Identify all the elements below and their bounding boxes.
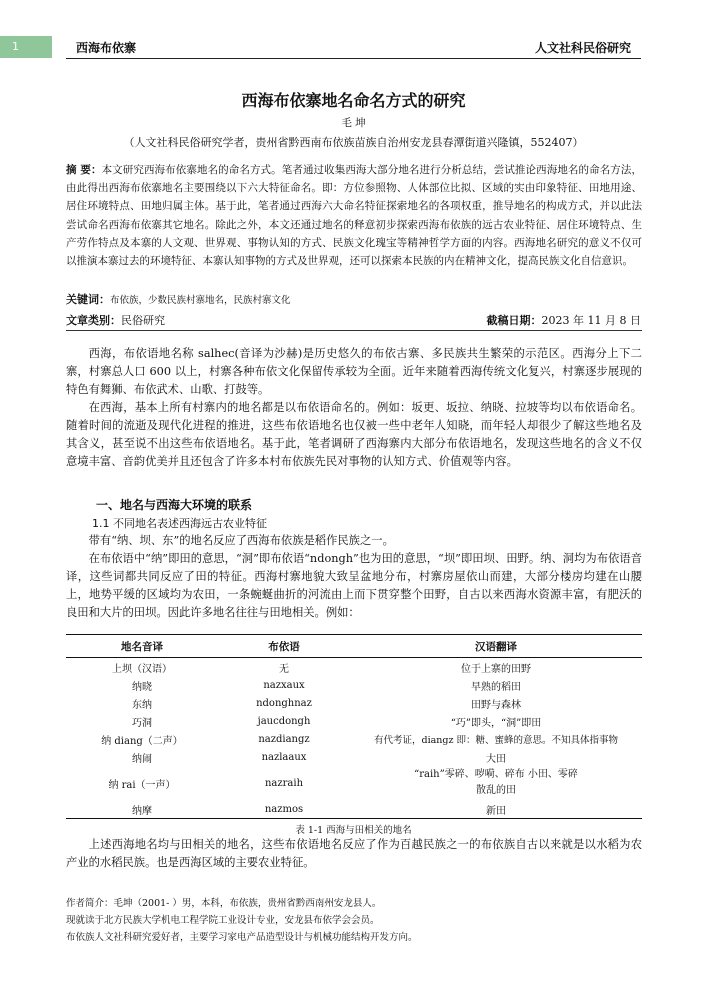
table-cell: “巧”即头，“洞”即田 bbox=[450, 717, 542, 729]
table-cell: 早熟的稻田 bbox=[471, 681, 521, 693]
table-cell: 上坝（汉语） bbox=[112, 663, 172, 675]
table-row bbox=[66, 766, 642, 800]
table-cell: 无 bbox=[279, 663, 289, 675]
table-cell: nazdiangz bbox=[258, 733, 310, 745]
abstract-label: 摘 要： bbox=[66, 164, 102, 176]
body-paragraph: 上述西海地名均与田相关的地名，这些布依语地名反应了作为百越民族之一的布依族自古以来就是以水稻为农产业的水稻民族。也是西海区域的主要农业特征。 bbox=[66, 838, 642, 869]
keywords-text: 布依族，少数民族村寨地名，民族村寨文化 bbox=[110, 295, 291, 306]
table-row bbox=[66, 676, 642, 694]
header-left: 西海布依寨 bbox=[76, 41, 137, 55]
table-cell: 东纳 bbox=[132, 699, 152, 711]
table-cell: 纳晓 bbox=[132, 681, 152, 693]
table-cell: nazmos bbox=[218, 800, 350, 819]
section-heading: 一、地名与西海大环境的联系 bbox=[96, 498, 253, 512]
table-row bbox=[66, 712, 642, 730]
column-header: 汉语翻译 bbox=[350, 635, 642, 658]
section-body bbox=[66, 532, 642, 622]
abstract-text: 本文研究西海布依寨地名的命名方式。笔者通过收集西海大部分地名进行分析总结，尝试推论西海地名的命名方法，由此得出西海布依寨地名主要围绕以下六大特征命名。即：方位参照物、人体部位比拟、区域的实由印象特征、田地用途、居住环境特点、田地归属主体。基于此，笔者通过西海六大命名特征探索地名的各项权重，推导地名的构成方式，并以此法尝试命名西海布依寨其它地名。除此之外，本文还通过地名的释意初步探索西海布依族的远古农业特征、居住环境特点、生产劳作特点及本寨的人文观、世界观、事物认知的方式、民族文化瑰宝等精神哲学方面的内容。西海地名研究的意义不仅可以推演本寨过去的环境特征、本寨认知事物的方式及世界观，还可以探索本民族的内在精神文化，提高民族文化自信意识。 bbox=[66, 164, 643, 268]
column-header: 地名音译 bbox=[66, 635, 218, 658]
header-right: 人文社科民俗研究 bbox=[534, 41, 631, 55]
deadline-text: 2023 年 11 月 8 日 bbox=[541, 314, 641, 327]
column-header: 布依语 bbox=[218, 635, 350, 658]
table-cell: 纳 rai（一声） bbox=[108, 779, 176, 791]
body-paragraph: 带有“纳、坝、东”的地名反应了西海布依族是稻作民族之一。 bbox=[88, 534, 394, 547]
intro-paragraph: 在西海，基本上所有村寨内的地名都是以布依语命名的。例如：坂更、坂拉、纳晓、拉坡等均以布依语命名。随着时间的流逝及现代化进程的推进，这些布依语地名也仅被一些中老年人知晓，而年轻人却很少了解这些地名及其含义，甚至说不出这些布依语地名。基于此，笔者调研了西海寨内大部分布依语地名，发现这些地名的含义不仅意境丰富、音韵优美并且还包含了许多本村布依族先民对事物的认知方式、价值观等内容。 bbox=[66, 401, 642, 468]
table-caption: 表 1-1 西海与田相关的地名 bbox=[295, 825, 412, 836]
page-number: 1 bbox=[0, 36, 52, 58]
footnote-line: 作者简介：毛坤（2001- ）男，本科，布依族，贵州省黔西南州安龙县人。 bbox=[66, 898, 382, 909]
category-text: 民俗研究 bbox=[121, 314, 165, 327]
body-paragraph: 在布依语中“纳”即田的意思，“洞”即布依语“ndongh”也为田的意思，“坝”即田坝、田野。纳、洞均为布依语音译，这些词都共同反应了田的特征。西海村寨地貌大致呈盆地分布，村寨房屋依山而建，大部分楼房均建在山腰上，地势平缓的区域均为农田，一条蜿蜒曲折的河流由上而下贯穿整个田野，自古以来西海水资源丰富，有肥沃的良田和大片的田坝。因此许多地名往往与田地相关。例如： bbox=[66, 552, 642, 619]
table-row bbox=[66, 800, 642, 819]
table-cell: nazlaaux bbox=[261, 751, 307, 763]
footnote-line: 现就读于北方民族大学机电工程学院工业设计专业，安龙县布依学会会员。 bbox=[66, 915, 380, 926]
table-cell: 有代考证，diangz 即：糖、蜜蜂的意思。不知具体指事物 bbox=[373, 735, 618, 746]
after-table bbox=[66, 836, 642, 872]
table-cell: 纳闹 bbox=[132, 753, 152, 765]
meta-divider bbox=[66, 330, 642, 331]
table-cell: 新田 bbox=[350, 800, 642, 819]
table-cell: jaucdongh bbox=[257, 715, 311, 727]
article-category bbox=[66, 312, 165, 328]
header-divider bbox=[66, 58, 641, 59]
keywords-label: 关键词： bbox=[66, 293, 110, 306]
table-cell: 田野与森林 bbox=[471, 699, 521, 711]
author-footnote bbox=[66, 895, 642, 946]
intro-paragraph: 西海，布依语地名称 salhec(音译为沙赫)是历史悠久的布依古寨、多民族共生繁荣的示范区。西海分上下二寨，村寨总人口 600 以上，村寨各种布依文化保留传承较为全面。近年来随着西海传统文化复兴，村寨逐步展现的特色有舞狮、布依武术、山歌、打鼓等。 bbox=[66, 347, 642, 396]
deadline-label: 截稿日期： bbox=[486, 314, 542, 327]
table-header-row bbox=[66, 635, 642, 658]
abstract bbox=[66, 161, 642, 270]
table-row bbox=[66, 694, 642, 712]
paper-title: 西海布依寨地名命名方式的研究 bbox=[241, 91, 466, 110]
page-header bbox=[0, 36, 707, 62]
table-cell: nazraih bbox=[264, 777, 304, 789]
footnote-line: 布依族人文社科研究爱好者，主要学习家电产品造型设计与机械功能结构开发方向。 bbox=[66, 932, 418, 943]
place-name-table bbox=[66, 634, 642, 819]
table-cell: “raih”零碎、哕嗬、碎布 小田、零碎散乱的田 bbox=[414, 769, 578, 796]
intro-section bbox=[66, 345, 642, 471]
table-cell: 纳 diang（二声） bbox=[101, 735, 183, 747]
table-cell: 大田 bbox=[486, 753, 506, 765]
keywords bbox=[66, 291, 291, 307]
table-row bbox=[66, 730, 642, 748]
table-cell: 巧洞 bbox=[132, 717, 152, 729]
table-row bbox=[66, 658, 642, 677]
table-cell: 纳摩 bbox=[66, 800, 218, 819]
category-label: 文章类别： bbox=[66, 314, 121, 327]
table-cell: nazxaux bbox=[263, 679, 305, 691]
table-cell: 位于上寨的田野 bbox=[461, 663, 531, 675]
table-row bbox=[66, 748, 642, 766]
affiliation: （人文社科民俗研究学者，贵州省黔西南布依族苗族自治州安龙县春潭街道兴隆镇，552407） bbox=[123, 136, 584, 149]
deadline bbox=[487, 312, 641, 328]
table-cell: ndonghnaz bbox=[256, 697, 312, 709]
subsection-heading: 1.1 不同地名表述西海远古农业特征 bbox=[92, 517, 267, 530]
author: 毛 坤 bbox=[341, 117, 366, 129]
